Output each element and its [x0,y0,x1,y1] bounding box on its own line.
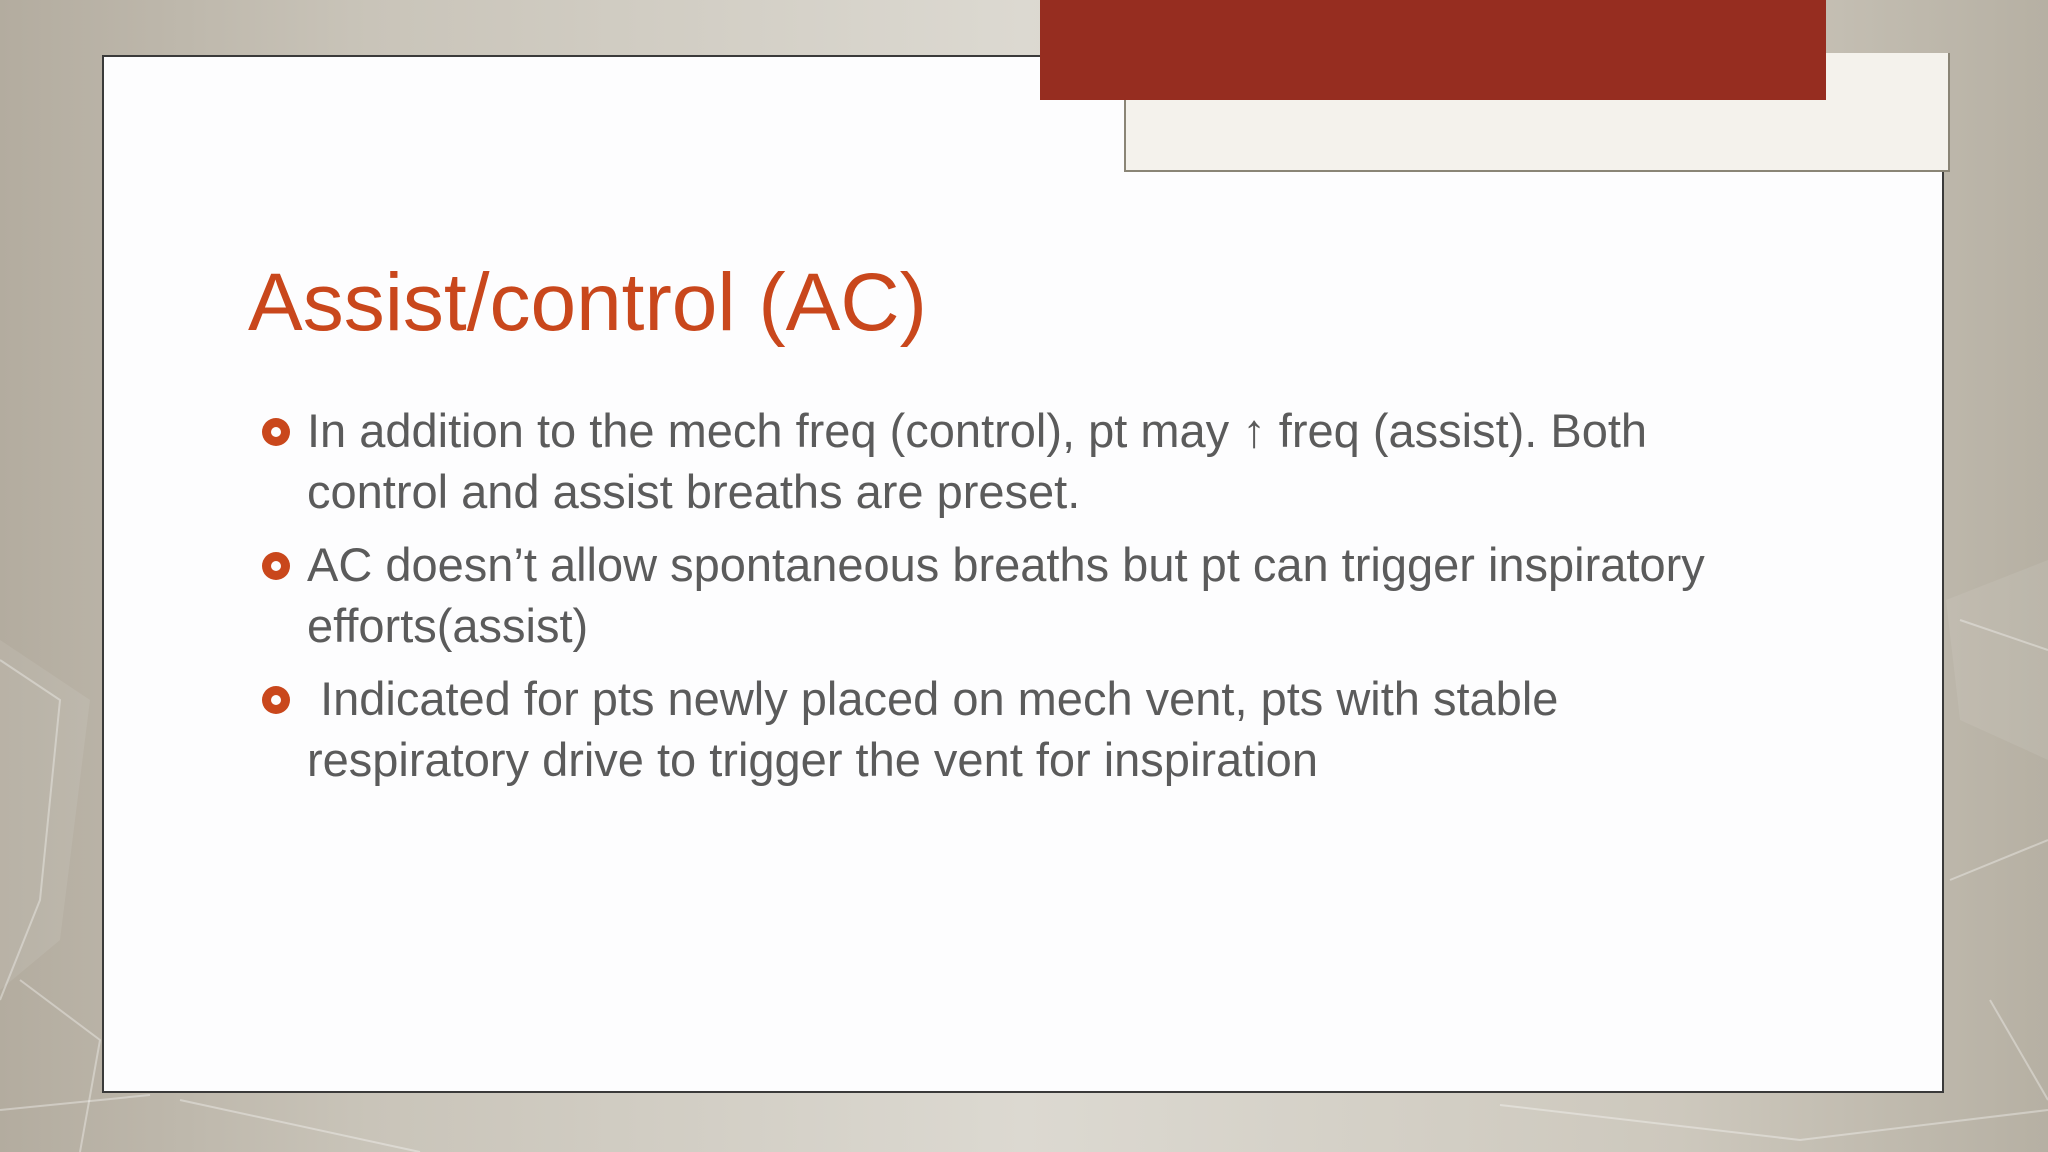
accent-bar [1040,0,1826,100]
circle-bullet-icon [262,418,290,446]
circle-bullet-icon [262,686,290,714]
bullet-text: In addition to the mech freq (control), pt may ↑ freq (assist). Both control and assist breaths are preset. [307,404,1648,518]
bullet-text: Indicated for pts newly placed on mech vent, pts with stable respiratory drive to trigger the vent for inspiration [307,672,1572,786]
list-item [262,534,1742,656]
bullet-text: AC doesn’t allow spontaneous breaths but pt can trigger inspiratory efforts(assist) [307,538,1705,652]
circle-bullet-icon [262,552,290,580]
slide-title: Assist/control (AC) [248,257,927,348]
list-item [262,400,1742,522]
list-item [262,668,1742,790]
bullet-list [262,400,1742,802]
